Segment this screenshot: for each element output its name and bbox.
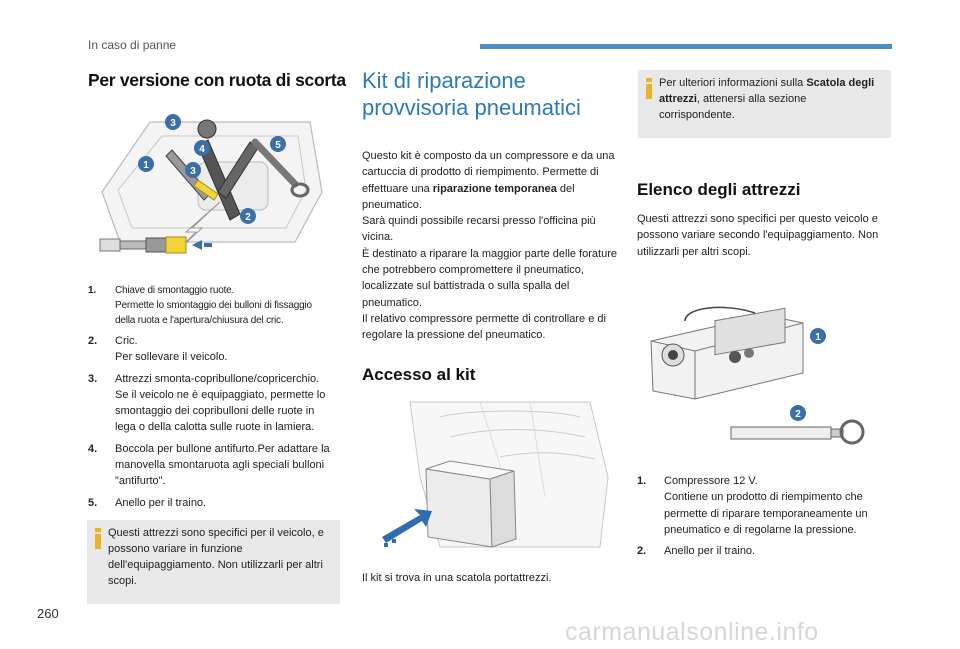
callout-1: 1 bbox=[143, 160, 149, 171]
callout-2: 2 bbox=[245, 212, 251, 223]
list-item: 3. Attrezzi smonta-copribullone/copricerchio. Se il veicolo ne è equipaggiato, permette lo smontaggio dei copribulloni delle ruote in lega o della calotta sulle ruote in lamiera. bbox=[88, 372, 326, 434]
section-header: In caso di panne bbox=[88, 38, 177, 52]
note-text: Per ulteriori informazioni sulla Scatola degli attrezzi, attenersi alla sezione corrispondente. bbox=[659, 77, 875, 121]
note-box-right bbox=[638, 70, 891, 138]
tools-intro: Questi attrezzi sono specifici per questo veicolo e possono variare secondo l'equipaggiamento. Non utilizzarli per altri scopi. bbox=[637, 213, 879, 258]
anti-theft-socket-illustration bbox=[96, 232, 216, 258]
repair-kit-tool-list bbox=[637, 473, 892, 564]
callout-2: 2 bbox=[795, 409, 801, 420]
callout-3-mid: 3 bbox=[190, 166, 196, 177]
page-number: 260 bbox=[37, 606, 59, 621]
header-bar bbox=[480, 44, 892, 49]
list-item: 1. Chiave di smontaggio ruote. Permette lo smontaggio dei bulloni di fissaggio della ruota e l'apertura/chiusura del cric. bbox=[88, 285, 312, 327]
spare-wheel-title: Per versione con ruota di scorta bbox=[88, 70, 346, 90]
note-box-left bbox=[87, 520, 340, 604]
info-icon bbox=[646, 78, 652, 99]
compressor-kit-illustration bbox=[645, 303, 885, 453]
list-item: 2. Cric. Per sollevare il veicolo. bbox=[88, 335, 228, 364]
list-item: 2. Anello per il traino. bbox=[637, 545, 756, 558]
callout-3-top: 3 bbox=[170, 118, 176, 129]
list-item: 1. Compressore 12 V. Contiene un prodotto di riempimento che permette di riparare temporaneamente un pneumatico e di regolarne la pressione. bbox=[637, 475, 868, 536]
watermark: carmanualsonline.info bbox=[565, 618, 819, 646]
spare-wheel-tool-list-continued bbox=[88, 333, 334, 516]
spare-wheel-tool-list bbox=[88, 283, 334, 334]
repair-kit-description: Questo kit è composto da un compressore e da una cartuccia di prodotto di riempimento. Permette di effettuare una riparazione temporanea del pneumatico. Sarà quindi possibile recarsi presso l'officina più vicina. È destinato a riparare la maggior parte delle forature che potrebbero compromettere il pneumatico, localizzate sul battistrada o sulla spalla del pneumatico. Il relativo compressore permette di controllare e di regolare la pressione del pneumatico. bbox=[362, 150, 617, 342]
kit-location-illustration bbox=[380, 397, 616, 557]
note-text: Questi attrezzi sono specifici per il veicolo, e possono variare in funzione dell'equipaggiamento. Non utilizzarli per altri scopi. bbox=[108, 527, 324, 587]
callout-1: 1 bbox=[815, 332, 821, 343]
callout-5: 5 bbox=[275, 140, 281, 151]
access-kit-title: Accesso al kit bbox=[362, 365, 476, 384]
callout-4: 4 bbox=[199, 144, 205, 155]
list-item: 5. Anello per il traino. bbox=[88, 496, 207, 509]
repair-kit-title: Kit di riparazione provvisoria pneumatici bbox=[362, 68, 581, 120]
tools-list-title: Elenco degli attrezzi bbox=[637, 180, 801, 199]
access-caption: Il kit si trova in una scatola portattrezzi. bbox=[362, 572, 552, 584]
info-icon bbox=[95, 528, 101, 549]
list-item: 4. Boccola per bullone antifurto.Per adattare la manovella smontaruota agli speciali bulloni "antifurto". bbox=[88, 442, 330, 488]
